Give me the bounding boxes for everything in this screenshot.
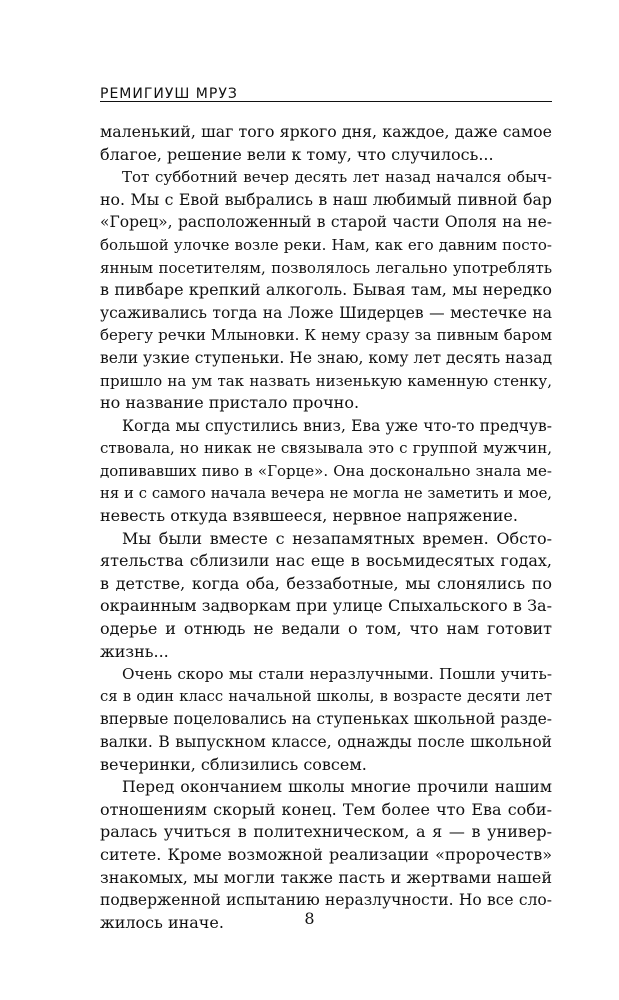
text-line: ствовала, но никак не связывала это с группой мужчин, (100, 439, 552, 458)
text-line: пришло на ум так назвать низенькую каменную стенку, (100, 371, 552, 390)
header-rule (100, 101, 552, 102)
text-line: янным посетителям, позволялось легально употреблять (100, 258, 552, 277)
text-line: ня и с самого начала вечера не могла не заметить и мое, (100, 484, 552, 502)
text-line: усаживались тогда на Ложе Шидерцев — местечке на (100, 303, 552, 322)
text-line: Когда мы спустились вниз, Ева уже что-то предчув- (122, 416, 552, 435)
text-line: ситете. Кроме возможной реализации «пророчеств» (100, 845, 552, 864)
text-line: маленький, шаг того яркого дня, каждое, даже самое (100, 122, 552, 141)
text-line: подверженной испытанию неразлучности. Но все сло- (100, 891, 552, 910)
running-head-author: РЕМИГИУШ МРУЗ (100, 86, 238, 102)
text-line: Мы были вместе с незапамятных времен. Обсто- (122, 528, 552, 548)
text-line: но название пристало прочно. (100, 393, 360, 413)
text-line: одерье и отнюдь не ведали о том, что нам готовит (100, 619, 552, 639)
body-text (100, 121, 552, 934)
text-line: но. Мы с Евой выбрались в наш любимый пивной бар (100, 189, 552, 209)
text-line: допивавших пиво в «Горце». Она досконально знала ме- (100, 461, 552, 480)
text-line: в пивбаре крепкий алкоголь. Бывая там, мы нередко (100, 280, 552, 300)
text-line: жизнь... (100, 641, 169, 661)
text-line: ся в один класс начальной школы, в возрасте десяти лет (100, 687, 552, 705)
text-line: Очень скоро мы стали неразлучными. Пошли учить- (122, 665, 552, 684)
page-number: 8 (304, 909, 315, 928)
text-line: берегу речки Млыновки. К нему сразу за пивным баром (100, 326, 552, 345)
text-line: благое, решение вели к тому, что случилось... (100, 144, 494, 164)
text-line: большой улочке возле реки. Нам, как его давним посто- (100, 235, 552, 254)
text-line: «Горец», расположенный в старой части Ополя на не- (100, 213, 552, 232)
text-line: жилось иначе. (100, 912, 224, 932)
text-line: вечеринки, сблизились совсем. (100, 754, 367, 774)
text-line: в детстве, когда оба, беззаботные, мы слонялись по (100, 573, 552, 593)
text-line: вели узкие ступеньки. Не знаю, кому лет десять назад (100, 348, 552, 367)
text-line: ралась учиться в политехническом, а я — в универ- (100, 822, 552, 842)
text-line: отношениям скорый конец. Тем более что Ева соби- (100, 799, 552, 819)
text-line: окраинным задворкам при улице Спыхальского в За- (100, 596, 552, 616)
text-line: знакомых, мы могли также пасть и жертвами нашей (100, 867, 552, 887)
text-line: Перед окончанием школы многие прочили нашим (122, 777, 552, 797)
text-line: невесть откуда взявшееся, нервное напряжение. (100, 506, 518, 526)
text-line: Тот субботний вечер десять лет назад начался обыч- (122, 168, 552, 187)
text-line: ятельства сблизили нас еще в восьмидесятых годах, (100, 551, 552, 571)
text-line: впервые поцеловались на ступеньках школьной разде- (100, 710, 552, 729)
text-line: валки. В выпускном классе, однажды после школьной (100, 733, 552, 752)
